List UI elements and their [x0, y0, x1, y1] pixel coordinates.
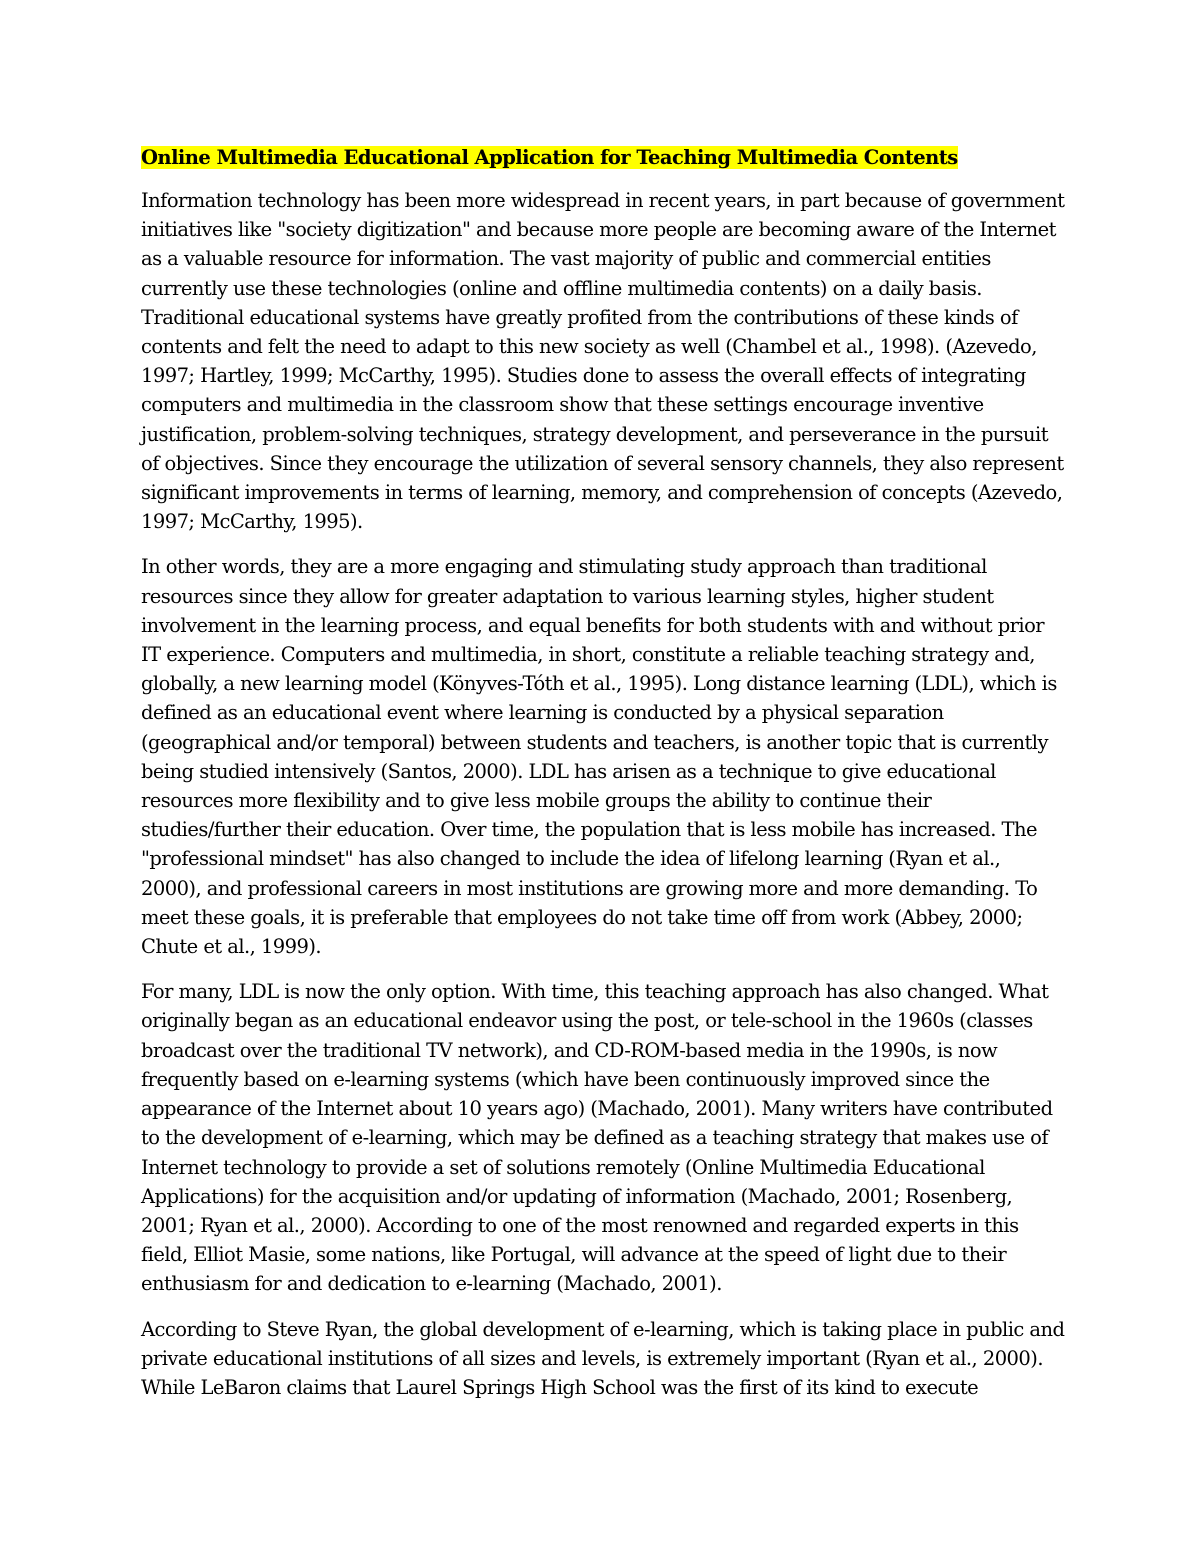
paragraph-1: Information technology has been more widespread in recent years, in part because of government initiatives like "society digitization" and because more people are becoming aware of the Internet as a valuable resource for information. The vast majority of public and commercial entities currently use these technologies (online and offline multimedia contents) on a daily basis. Traditional educational systems have greatly profited from the contributions of these kinds of contents and felt the need to adapt to this new society as well (Chambel et al., 1998). (Azevedo, 1997; Hartley, 1999; McCarthy, 1995). Studies done to assess the overall effects of integrating computers and multimedia in the classroom show that these settings encourage inventive justification, problem-solving techniques, strategy development, and perseverance in the pursuit of objectives. Since they encourage the utilization of several sensory channels, they also represent significant improvements in terms of learning, memory, and comprehension of concepts (Azevedo, 1997; McCarthy, 1995).	[141, 189, 1065, 534]
document-body	[141, 143, 1066, 1418]
document-title	[141, 143, 1066, 172]
paragraph-2: In other words, they are a more engaging and stimulating study approach than traditional resources since they allow for greater adaptation to various learning styles, higher student involvement in the learning process, and equal benefits for both students with and without prior IT experience. Computers and multimedia, in short, constitute a reliable teaching strategy and, globally, a new learning model (Könyves-Tóth et al., 1995). Long distance learning (LDL), which is defined as an educational event where learning is conducted by a physical separation (geographical and/or temporal) between students and teachers, is another topic that is currently being studied intensively (Santos, 2000). LDL has arisen as a technique to give educational resources more flexibility and to give less mobile groups the ability to continue their studies/further their education. Over time, the population that is less mobile has increased. The "professional mindset" has also changed to include the idea of lifelong learning (Ryan et al., 2000), and professional careers in most institutions are growing more and more demanding. To meet these goals, it is preferable that employees do not take time off from work (Abbey, 2000; Chute et al., 1999).	[141, 555, 1057, 959]
paragraph-4: According to Steve Ryan, the global development of e-learning, which is taking place in public and private educational institutions of all sizes and levels, is extremely important (Ryan et al., 2000). While LeBaron claims that Laurel Springs High School was the first of its kind to execute	[141, 1317, 1065, 1399]
paragraph-3: For many, LDL is now the only option. With time, this teaching approach has also changed. What originally began as an educational endeavor using the post, or tele-school in the 1960s (classes broadcast over the traditional TV network), and CD-ROM-based media in the 1990s, is now frequently based on e-learning systems (which have been continuously improved since the appearance of the Internet about 10 years ago) (Machado, 2001). Many writers have contributed to the development of e-learning, which may be defined as a teaching strategy that makes use of Internet technology to provide a set of solutions remotely (Online Multimedia Educational Applications) for the acquisition and/or updating of information (Machado, 2001; Rosenberg, 2001; Ryan et al., 2000). According to one of the most renowned and regarded experts in this field, Elliot Masie, some nations, like Portugal, will advance at the speed of light due to their enthusiasm for and dedication to e-learning (Machado, 2001).	[141, 980, 1053, 1296]
highlighted-title-text: Online Multimedia Educational Application for Teaching Multimedia Contents	[141, 146, 958, 169]
